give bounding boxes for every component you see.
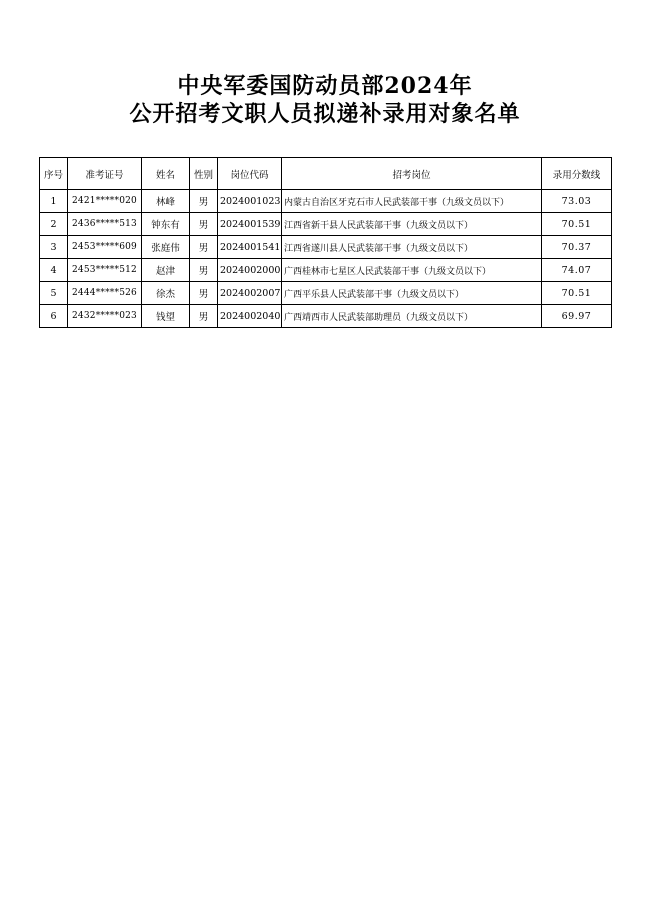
title-line-1: 中央军委国防动员部2024年 <box>177 73 473 99</box>
cell-position: 广西桂林市七星区人民武装部干事（九级文员以下） <box>282 259 542 282</box>
cell-score: 69.97 <box>542 305 612 328</box>
document-title <box>0 72 650 128</box>
table-row <box>40 305 612 328</box>
cell-exam-id: 2436*****513 <box>68 213 142 236</box>
cell-score: 70.37 <box>542 236 612 259</box>
cell-name: 赵津 <box>142 259 190 282</box>
cell-name: 钟东有 <box>142 213 190 236</box>
cell-no: 5 <box>40 282 68 305</box>
table-row <box>40 236 612 259</box>
table-row <box>40 282 612 305</box>
cell-position: 广西靖西市人民武装部助理员（九级文员以下） <box>282 305 542 328</box>
cell-position-code: 2024001539 <box>218 213 282 236</box>
cell-position: 江西省新干县人民武装部干事（九级文员以下） <box>282 213 542 236</box>
cell-gender: 男 <box>190 259 218 282</box>
header-name: 姓名 <box>142 158 190 190</box>
cell-gender: 男 <box>190 213 218 236</box>
cell-exam-id: 2453*****609 <box>68 236 142 259</box>
cell-name: 钱望 <box>142 305 190 328</box>
cell-score: 70.51 <box>542 213 612 236</box>
cell-exam-id: 2421*****020 <box>68 190 142 213</box>
cell-name: 徐杰 <box>142 282 190 305</box>
cell-exam-id: 2453*****512 <box>68 259 142 282</box>
table-row <box>40 190 612 213</box>
cell-position-code: 2024001541 <box>218 236 282 259</box>
candidate-table <box>39 157 612 328</box>
cell-score: 74.07 <box>542 259 612 282</box>
table-header-row <box>40 158 612 190</box>
header-exam-id: 准考证号 <box>68 158 142 190</box>
cell-position-code: 2024002000 <box>218 259 282 282</box>
cell-exam-id: 2444*****526 <box>68 282 142 305</box>
cell-gender: 男 <box>190 282 218 305</box>
cell-name: 林峰 <box>142 190 190 213</box>
cell-position: 江西省遂川县人民武装部干事（九级文员以下） <box>282 236 542 259</box>
cell-position-code: 2024001023 <box>218 190 282 213</box>
header-score: 录用分数线 <box>542 158 612 190</box>
cell-no: 3 <box>40 236 68 259</box>
header-gender: 性别 <box>190 158 218 190</box>
cell-no: 1 <box>40 190 68 213</box>
cell-no: 4 <box>40 259 68 282</box>
cell-gender: 男 <box>190 305 218 328</box>
cell-position: 内蒙古自治区牙克石市人民武装部干事（九级文员以下） <box>282 190 542 213</box>
cell-position-code: 2024002040 <box>218 305 282 328</box>
header-position-code: 岗位代码 <box>218 158 282 190</box>
cell-name: 张庭伟 <box>142 236 190 259</box>
cell-gender: 男 <box>190 190 218 213</box>
table-row <box>40 259 612 282</box>
cell-no: 2 <box>40 213 68 236</box>
cell-position: 广西平乐县人民武装部干事（九级文员以下） <box>282 282 542 305</box>
title-line-2: 公开招考文职人员拟递补录用对象名单 <box>129 101 521 127</box>
cell-position-code: 2024002007 <box>218 282 282 305</box>
cell-no: 6 <box>40 305 68 328</box>
table-row <box>40 213 612 236</box>
cell-score: 73.03 <box>542 190 612 213</box>
cell-exam-id: 2432*****023 <box>68 305 142 328</box>
cell-gender: 男 <box>190 236 218 259</box>
header-no: 序号 <box>40 158 68 190</box>
cell-score: 70.51 <box>542 282 612 305</box>
header-position: 招考岗位 <box>282 158 542 190</box>
